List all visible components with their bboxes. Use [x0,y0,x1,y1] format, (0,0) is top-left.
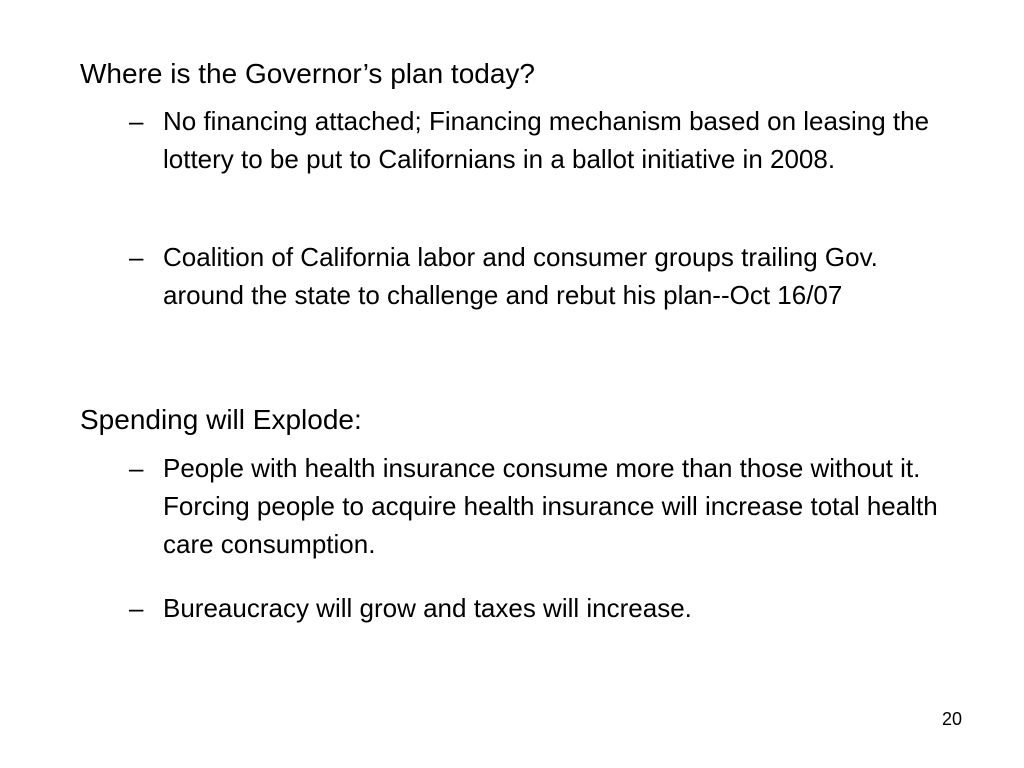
bullet-text: Coalition of California labor and consumer groups trailing Gov. around the state to challenge and rebut his plan--Oct 16/07 [163,242,878,310]
page-number: 20 [941,709,962,729]
section-heading-governors-plan: Where is the Governor’s plan today? [80,58,535,89]
bullet-item-bureaucracy [129,589,959,627]
bullet-item-coalition [129,238,959,314]
bullet-text: People with health insurance consume more than those without it. Forcing people to acquire health insurance will increase total health care consumption. [163,453,938,559]
bullet-dash: – [129,242,144,272]
bullet-dash: – [129,106,144,136]
bullet-item-insurance-consumption [129,449,959,563]
bullet-dash: – [129,593,144,623]
bullet-text: Bureaucracy will grow and taxes will increase. [163,593,692,623]
bullet-dash: – [129,453,144,483]
bullet-item-financing [129,102,959,178]
bullet-text: No financing attached; Financing mechanism based on leasing the lottery to be put to Californians in a ballot initiative in 2008. [163,106,930,174]
section-heading-spending: Spending will Explode: [80,404,362,435]
